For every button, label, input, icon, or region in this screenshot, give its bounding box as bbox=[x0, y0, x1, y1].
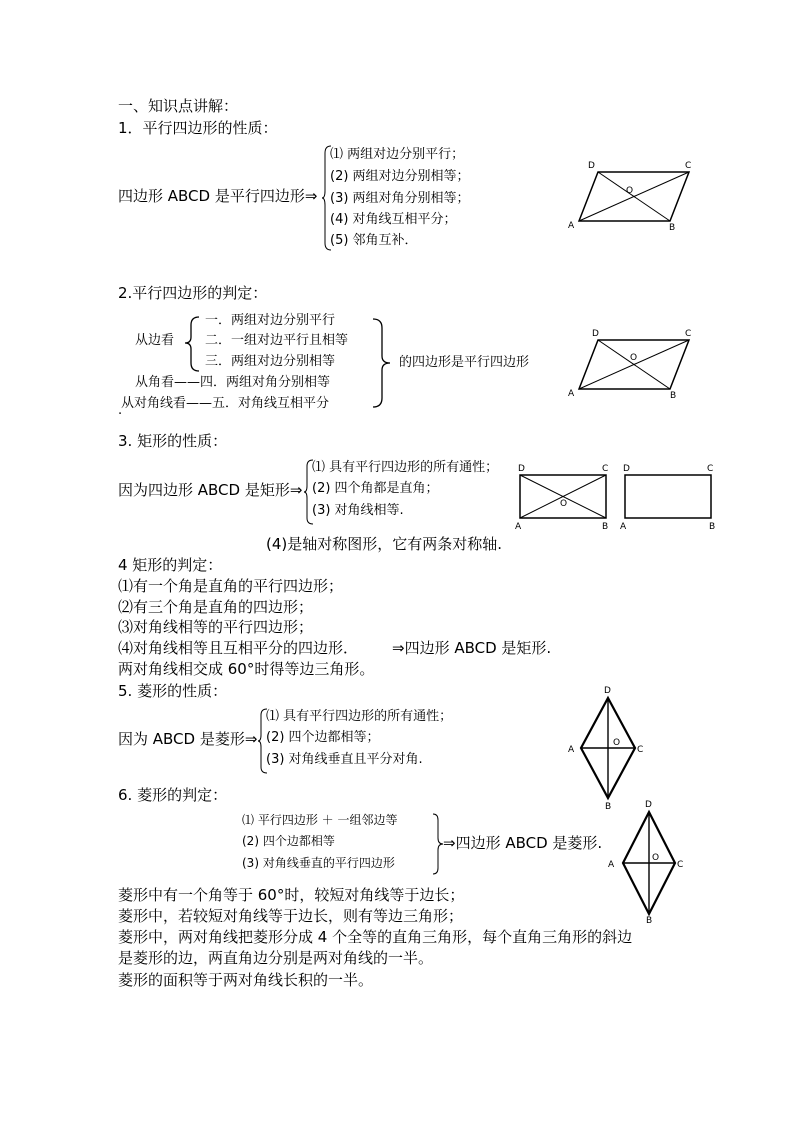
s3-label-o: O bbox=[560, 499, 568, 509]
s3-label2-a: A bbox=[620, 522, 627, 532]
s6-label-o: O bbox=[652, 853, 660, 863]
s3-item-3: (3) 对角线相等. bbox=[312, 503, 404, 518]
s2-dot: . bbox=[118, 403, 123, 418]
s2-title: 2.平行四边形的判定： bbox=[118, 284, 268, 302]
s6-item-1: ⑴ 平行四边形 ＋ 一组邻边等 bbox=[242, 813, 398, 827]
s2-label-b: B bbox=[670, 391, 677, 401]
s6-label-b: B bbox=[646, 916, 653, 926]
s4-item-4: ⑷对角线相等且互相平分的四边形． bbox=[118, 639, 359, 657]
s5-item-2: (2) 四个边都相等； bbox=[266, 730, 380, 745]
s3-label-b: B bbox=[602, 522, 609, 532]
s2-side-label: 从边看 bbox=[135, 333, 175, 348]
s3-label2-c: C bbox=[707, 464, 714, 474]
s1-item-3: (3) 两组对角分别相等； bbox=[330, 191, 470, 206]
s5-title: 5. 菱形的性质： bbox=[118, 682, 228, 700]
note-4: 是菱形的边，两直角边分别是两对角线的一半。 bbox=[118, 949, 434, 967]
s3-title: 3. 矩形的性质： bbox=[118, 432, 228, 450]
s2-label-o: O bbox=[630, 353, 638, 363]
s5-label-c: C bbox=[637, 745, 644, 755]
s4-item-3: ⑶对角线相等的平行四边形； bbox=[118, 618, 314, 636]
s5-item-1: ⑴ 具有平行四边形的所有通性； bbox=[266, 709, 453, 724]
s3-item-2: (2) 四个角都是直角； bbox=[312, 481, 439, 496]
s2-angle-item: 从角看——四．两组对角分别相等 bbox=[135, 375, 331, 390]
s3-label-c: C bbox=[602, 464, 609, 474]
s2-label-c: C bbox=[685, 329, 692, 339]
s4-note: 两对角线相交成 60°时得等边三角形。 bbox=[118, 660, 375, 678]
s3-label2-b: B bbox=[709, 522, 716, 532]
s3-label-d: D bbox=[518, 464, 525, 474]
s3-item-1: ⑴ 具有平行四边形的所有通性； bbox=[312, 460, 499, 475]
s6-title: 6. 菱形的判定： bbox=[118, 786, 228, 804]
s2-left-brace bbox=[184, 316, 200, 372]
note-1: 菱形中有一个角等于 60°时，较短对角线等于边长； bbox=[118, 886, 465, 904]
s6-conclusion: ⇒四边形 ABCD 是菱形. bbox=[443, 834, 603, 852]
s2-edge-3: 三．两组对边分别相等 bbox=[205, 354, 336, 369]
s2-label-a: A bbox=[568, 389, 575, 399]
note-5: 菱形的面积等于两对角线长积的一半。 bbox=[118, 971, 374, 989]
s2-edge-2: 二．一组对边平行且相等 bbox=[205, 333, 349, 348]
s5-lead: 因为 ABCD 是菱形⇒ bbox=[118, 730, 258, 748]
s5-label-b: B bbox=[605, 802, 612, 812]
s5-label-d: D bbox=[604, 686, 611, 696]
s1-item-4: (4) 对角线互相平分； bbox=[330, 212, 457, 227]
s1-label-a: A bbox=[568, 221, 575, 231]
s3-label-a: A bbox=[515, 522, 522, 532]
s3-rectangle-plain-figure bbox=[617, 462, 717, 532]
s1-label-c: C bbox=[685, 161, 692, 171]
s5-rhombus-figure bbox=[565, 682, 655, 810]
s3-rectangle-diagonals-figure bbox=[512, 462, 612, 532]
s2-diag-item: 从对角线看——五．对角线互相平分 bbox=[121, 396, 330, 411]
s2-label-d: D bbox=[592, 329, 599, 339]
s1-label-o: O bbox=[626, 186, 634, 196]
s4-title: 4 矩形的判定： bbox=[118, 556, 223, 574]
s5-label-a: A bbox=[568, 745, 575, 755]
s1-lead: 四边形 ABCD 是平行四边形⇒ bbox=[118, 187, 318, 205]
s6-label-a: A bbox=[608, 860, 615, 870]
s4-item-2: ⑵有三个角是直角的四边形； bbox=[118, 598, 314, 616]
s1-item-5: (5) 邻角互补． bbox=[330, 233, 418, 248]
s2-parallelogram-figure bbox=[568, 326, 698, 406]
s6-rhombus-figure bbox=[605, 796, 695, 924]
s5-item-3: (3) 对角线垂直且平分对角. bbox=[266, 752, 423, 767]
s1-label-d: D bbox=[588, 161, 595, 171]
s6-item-3: (3) 对角线垂直的平行四边形 bbox=[242, 856, 395, 870]
s6-label-c: C bbox=[677, 860, 684, 870]
s6-label-d: D bbox=[645, 800, 652, 810]
section-header: 一、知识点讲解： bbox=[118, 97, 239, 115]
s1-item-1: ⑴ 两组对边分别平行； bbox=[330, 147, 465, 162]
s4-conclusion: ⇒四边形 ABCD 是矩形. bbox=[392, 639, 552, 657]
s1-label-b: B bbox=[669, 223, 676, 233]
s1-item-2: (2) 两组对边分别相等； bbox=[330, 169, 470, 184]
note-3: 菱形中，两对角线把菱形分成 4 个全等的直角三角形，每个直角三角形的斜边 bbox=[118, 928, 633, 946]
s3-label2-d: D bbox=[623, 464, 630, 474]
s1-parallelogram-figure bbox=[568, 158, 698, 238]
s2-conclusion: 的四边形是平行四边形 bbox=[399, 355, 530, 370]
s2-right-brace bbox=[372, 318, 392, 408]
s4-item-1: ⑴有一个角是直角的平行四边形； bbox=[118, 577, 344, 595]
s1-title: 1．平行四边形的性质： bbox=[118, 119, 278, 137]
s3-extra: (4)是轴对称图形，它有两条对称轴. bbox=[266, 535, 503, 553]
s2-edge-1: 一．两组对边分别平行 bbox=[205, 313, 336, 328]
note-2: 菱形中，若较短对角线等于边长，则有等边三角形； bbox=[118, 907, 464, 925]
s3-lead: 因为四边形 ABCD 是矩形⇒ bbox=[118, 481, 303, 499]
s5-label-o: O bbox=[613, 738, 621, 748]
s6-item-2: (2) 四个边都相等 bbox=[242, 834, 335, 848]
